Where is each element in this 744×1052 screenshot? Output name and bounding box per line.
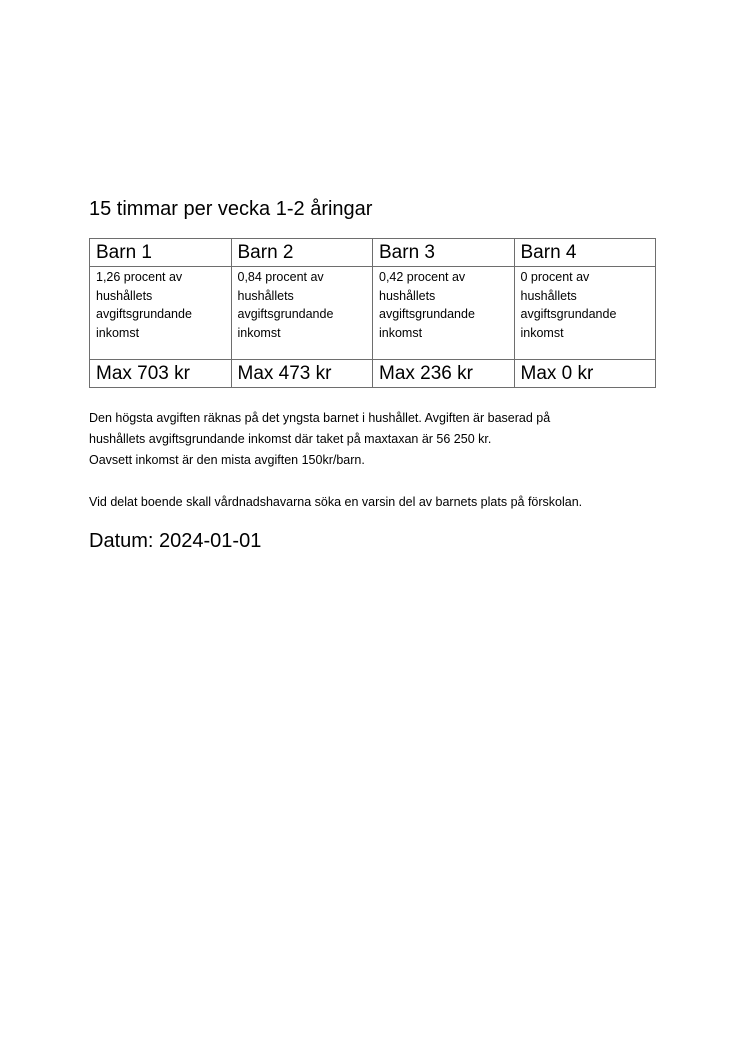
- table-max-row: [90, 360, 656, 388]
- description-cell-barn-1: 1,26 procent av hushållets avgiftsgrundande inkomst: [90, 267, 232, 360]
- shared-living-note: Vid delat boende skall vårdnadshavarna söka en varsin del av barnets plats på förskolan.: [89, 495, 583, 509]
- header-cell-barn-2: Barn 2: [231, 239, 373, 267]
- max-cell-barn-2: Max 473 kr: [231, 360, 373, 388]
- description-cell-barn-3: 0,42 procent av hushållets avgiftsgrundande inkomst: [373, 267, 515, 360]
- max-cell-barn-1: Max 703 kr: [90, 360, 232, 388]
- paragraph-line: Oavsett inkomst är den mista avgiften 150kr/barn.: [89, 453, 365, 467]
- header-cell-barn-4: Barn 4: [514, 239, 656, 267]
- description-cell-barn-2: 0,84 procent av hushållets avgiftsgrundande inkomst: [231, 267, 373, 360]
- document-date: Datum: 2024-01-01: [89, 530, 262, 552]
- table-description-row: [90, 267, 656, 360]
- description-cell-barn-4: 0 procent av hushållets avgiftsgrundande inkomst: [514, 267, 656, 360]
- header-cell-barn-3: Barn 3: [373, 239, 515, 267]
- paragraph-line: hushållets avgiftsgrundande inkomst där taket på maxtaxan är 56 250 kr.: [89, 432, 492, 446]
- max-cell-barn-4: Max 0 kr: [514, 360, 656, 388]
- paragraph-line: Den högsta avgiften räknas på det yngsta barnet i hushållet. Avgiften är baserad på: [89, 411, 551, 425]
- fee-table: [89, 238, 656, 388]
- table-header-row: [90, 239, 656, 267]
- page-heading: 15 timmar per vecka 1-2 åringar: [89, 198, 373, 220]
- max-cell-barn-3: Max 236 kr: [373, 360, 515, 388]
- header-cell-barn-1: Barn 1: [90, 239, 232, 267]
